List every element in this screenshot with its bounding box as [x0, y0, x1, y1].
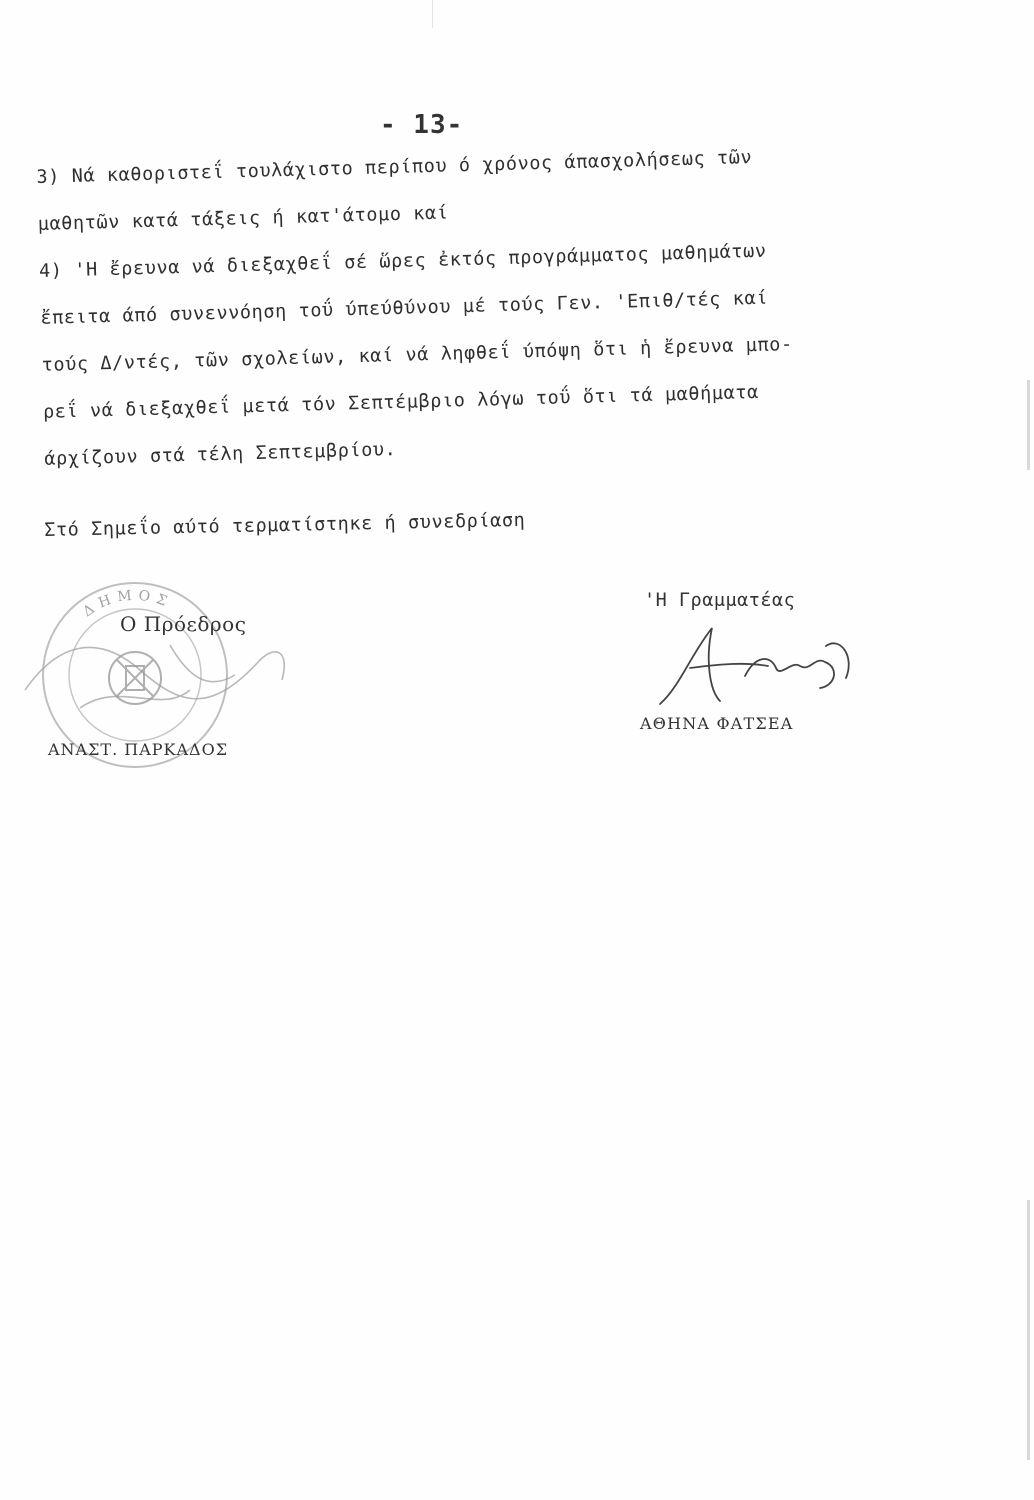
secretary-title: 'Η Γραμματέας: [644, 590, 796, 611]
secretary-name: ΑΘΗΝΑ ΦΑΤΣΕΑ: [640, 714, 794, 733]
top-margin-mark: [432, 0, 433, 28]
paragraph-line: ἔπειτα άπό συνεννόηση τοΰ ύπεύθύνου μέ τούς Γεν. 'Επιθ/τές καί: [40, 287, 769, 329]
paragraph-line: 3) Νά καθοριστεΐ τουλάχιστο περίπου ό χρόνος άπασχολήσεως τῶν: [36, 147, 753, 188]
paragraph-line: μαθητῶν κατά τάξεις ή κατ'άτομο καί: [37, 202, 449, 235]
president-name: ΑΝΑΣΤ. ΠΑΡΚΑΔΟΣ: [48, 740, 229, 759]
paragraph-line: άρχίζουν στά τέλη Σεπτεμβρίου.: [44, 439, 397, 470]
right-edge-mark: [1027, 380, 1030, 470]
president-title: Ο Πρόεδρος: [120, 612, 247, 636]
president-signature-block: [20, 560, 340, 790]
page-number: - 13-: [380, 110, 464, 140]
secretary-signature-icon: [650, 616, 870, 716]
right-edge-mark-lower: [1027, 1200, 1030, 1460]
secretary-signature-block: [630, 580, 890, 760]
seal-text: ΔΗΜΟΣ: [80, 587, 175, 621]
minutes-body: [36, 135, 945, 489]
paragraph-line: τούς Δ/ντές, τῶν σχολείων, καί νά ληφθεΐ ύπόψη ὅτι ἡ ἔρευνα μπο-: [41, 333, 793, 376]
paragraph-line: ρεΐ νά διεξαχθεΐ μετά τόν Σεπτέμβριο λόγω τοΰ ὅτι τά μαθήματα: [42, 381, 760, 423]
closing-statement: Στό Σημεΐο αύτό τερματίστηκε ή συνεδρίαση: [44, 509, 526, 541]
paragraph-line: 4) 'Η ἔρευνα νά διεξαχθεΐ σέ ὥρες ἐκτός προγράμματος μαθημάτων: [38, 240, 767, 282]
president-signature-icon: [20, 620, 300, 730]
